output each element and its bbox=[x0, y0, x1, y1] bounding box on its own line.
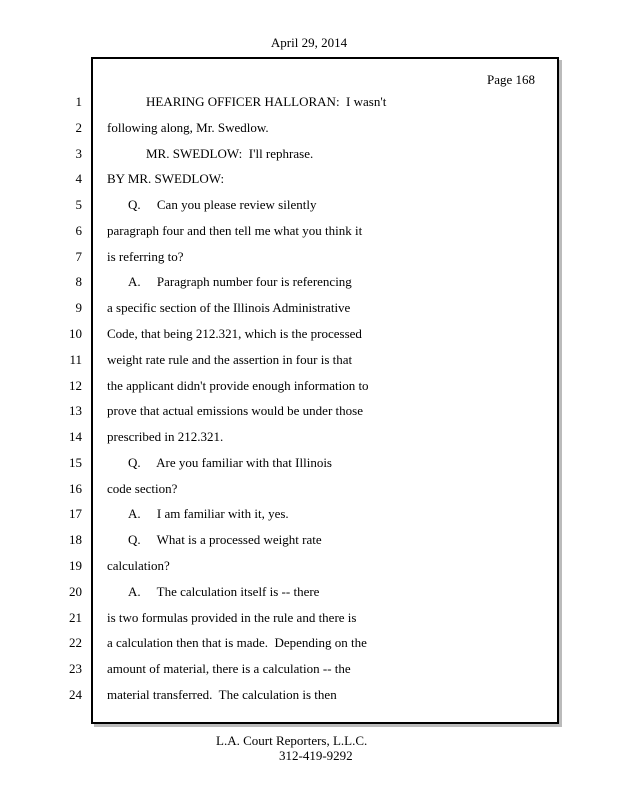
line-number: 18 bbox=[69, 532, 82, 548]
transcript-line: is two formulas provided in the rule and there is bbox=[107, 609, 357, 625]
line-number: 16 bbox=[69, 480, 82, 496]
transcript-line: Q. Can you please review silently bbox=[128, 197, 317, 213]
line-number: 1 bbox=[75, 94, 82, 109]
transcript-line: following along, Mr. Swedlow. bbox=[107, 119, 269, 135]
transcript-line: a specific section of the Illinois Administrative bbox=[107, 300, 351, 316]
transcript-line: prove that actual emissions would be under those bbox=[107, 403, 363, 419]
transcript-line: Q. What is a processed weight rate bbox=[128, 532, 322, 548]
line-number: 19 bbox=[69, 558, 82, 574]
line-number: 10 bbox=[69, 326, 82, 342]
line-number: 11 bbox=[69, 351, 82, 367]
line-number: 7 bbox=[75, 248, 82, 264]
transcript-line: MR. SWEDLOW: I'll rephrase. bbox=[146, 145, 314, 161]
footer-phone: 312-419-9292 bbox=[279, 748, 353, 763]
line-number: 4 bbox=[75, 171, 82, 187]
footer-company: L.A. Court Reporters, L.L.C. bbox=[216, 733, 368, 748]
transcript-line: code section? bbox=[107, 480, 178, 496]
transcript-line: calculation? bbox=[107, 558, 170, 574]
transcript-line: Q. Are you familiar with that Illinois bbox=[128, 454, 332, 470]
transcript-line: BY MR. SWEDLOW: bbox=[107, 171, 225, 187]
line-number: 2 bbox=[75, 119, 82, 135]
transcript-line: A. Paragraph number four is referencing bbox=[128, 274, 352, 290]
transcript-line: material transferred. The calculation is then bbox=[107, 686, 337, 702]
transcript-date: April 29, 2014 bbox=[270, 35, 348, 50]
line-number: 5 bbox=[75, 197, 82, 213]
line-number: 12 bbox=[69, 377, 82, 393]
line-number: 15 bbox=[69, 454, 82, 470]
transcript-line: paragraph four and then tell me what you think it bbox=[107, 222, 363, 238]
transcript-line: is referring to? bbox=[107, 248, 184, 264]
line-number: 8 bbox=[75, 274, 82, 290]
transcript-line: amount of material, there is a calculation -- the bbox=[107, 661, 351, 677]
transcript-line: the applicant didn't provide enough information to bbox=[107, 377, 369, 393]
transcript-line: A. The calculation itself is -- there bbox=[128, 583, 320, 599]
line-number: 24 bbox=[69, 686, 82, 702]
line-number: 23 bbox=[69, 661, 82, 677]
transcript-line: Code, that being 212.321, which is the processed bbox=[107, 326, 362, 342]
transcript-line: weight rate rule and the assertion in four is that bbox=[107, 351, 353, 367]
line-number: 20 bbox=[69, 583, 82, 599]
line-number: 6 bbox=[75, 222, 82, 238]
line-number: 14 bbox=[69, 429, 82, 445]
line-number: 21 bbox=[69, 609, 82, 625]
line-number: 13 bbox=[69, 403, 82, 419]
line-number: 22 bbox=[69, 635, 82, 651]
transcript-line: A. I am familiar with it, yes. bbox=[128, 506, 289, 522]
line-number: 9 bbox=[75, 300, 82, 316]
page-number: Page 168 bbox=[487, 72, 536, 87]
transcript-line: a calculation then that is made. Depending on the bbox=[107, 635, 367, 651]
transcript-line: prescribed in 212.321. bbox=[107, 429, 224, 445]
line-number: 3 bbox=[75, 145, 82, 161]
line-number: 17 bbox=[69, 506, 82, 522]
transcript-line: HEARING OFFICER HALLORAN: I wasn't bbox=[146, 94, 387, 109]
